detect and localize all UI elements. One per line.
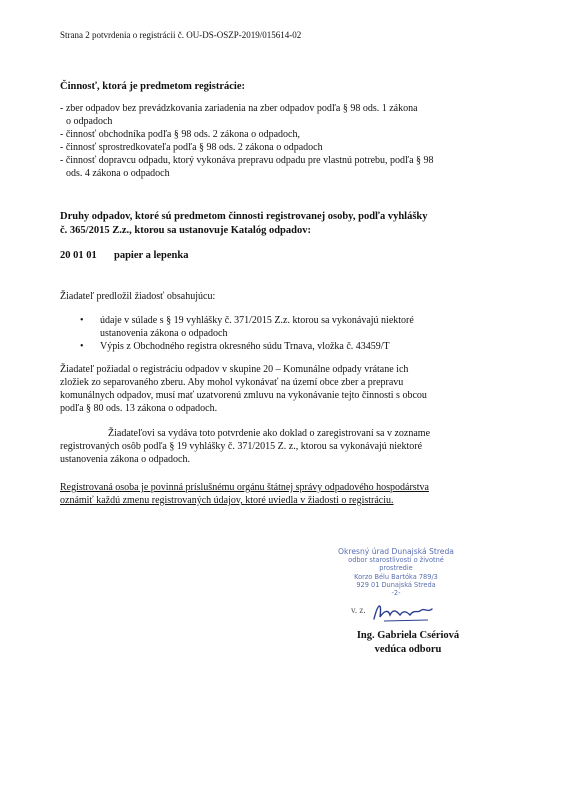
application-intro: Žiadateľ predložil žiadosť obsahujúcu: (60, 291, 216, 302)
paragraph2-line2: registrovaných osôb podľa § 19 vyhlášky č. 371/2015 Z. z., ktorou sa vykonávajú niektoré (60, 441, 423, 452)
bullet-dot-icon: • (80, 315, 84, 326)
application-bullet-2-line1: Výpis z Obchodného registra okresného súdu Trnava, vložka č. 43459/T (100, 341, 390, 352)
notice-line1: Registrovaná osoba je povinná príslušnému orgánu štátnej správy odpadového hospodárstva (60, 482, 429, 493)
paragraph1-line3: komunálnych odpadov, musí mať uzatvorenú zmluvu na vykonávanie tejto činnosti s obcou (60, 390, 427, 401)
stamp-line3: Korzo Bélu Bartóka 789/3 (354, 572, 438, 581)
application-bullet-1-line1: údaje v súlade s § 19 vyhlášky č. 371/2015 Z.z. ktorou sa vykonávajú niektoré (100, 315, 414, 326)
application-bullets (80, 314, 520, 353)
activity-item-2: - činnosť obchodníka podľa § 98 ods. 2 zákona o odpadoch, (60, 129, 300, 140)
paragraph1-line4: podľa § 80 ods. 13 zákona o odpadoch. (60, 403, 218, 414)
activity-item-1-cont: o odpadoch (66, 116, 113, 127)
waste-name: papier a lepenka (114, 250, 189, 261)
paragraph-confirmation (60, 427, 430, 466)
waste-code: 20 01 01 (60, 250, 97, 261)
paragraph-registration-request (60, 363, 427, 415)
bullet-dot-icon: • (80, 341, 84, 352)
paragraph1-line2: zložiek zo separovaného zberu. Aby mohol vykonávať na území obce zber a prepravu (60, 377, 404, 388)
signatory-title: vedúca odboru (374, 644, 442, 655)
activity-item-4-cont: ods. 4 zákona o odpadoch (66, 168, 170, 179)
activity-item-3: - činnosť sprostredkovateľa podľa § 98 ods. 2 zákona o odpadoch (60, 142, 323, 153)
activity-list (60, 102, 434, 180)
page-header: Strana 2 potvrdenia o registrácii č. OU-DS-OSZP-2019/015614-02 (60, 30, 302, 40)
stamp-line1: Okresný úrad Dunajská Streda (338, 547, 454, 556)
waste-types-heading (60, 210, 428, 238)
stamp-line2: odbor starostlivosti o životné prostredie (348, 556, 444, 573)
waste-types-heading-line2: č. 365/2015 Z.z., ktorou sa ustanovuje Katalóg odpadov: (60, 225, 311, 236)
paragraph2-line1: Žiadateľovi sa vydáva toto potvrdenie ako doklad o zaregistrovaní sa v zozname (108, 428, 431, 439)
application-bullet-1 (80, 314, 520, 340)
notice-text (60, 481, 429, 507)
office-stamp (331, 548, 461, 597)
stamp-line4: 929 01 Dunajská Streda (356, 580, 436, 589)
signatory-name: Ing. Gabriela Csériová (356, 630, 460, 641)
activity-item-4: - činnosť dopravcu odpadu, ktorý vykonáva prepravu odpadu pre vlastnú potrebu, podľa § 98 (60, 155, 434, 166)
stamp-line5: -2- (391, 589, 401, 598)
handwritten-signature-image (370, 597, 440, 627)
application-bullet-1-line2: ustanovenia zákona o odpadoch (100, 328, 228, 339)
paragraph1-line1: Žiadateľ požiadal o registráciu odpadov v skupine 20 – Komunálne odpady vrátane ich (60, 364, 409, 375)
handwritten-signature (370, 597, 440, 632)
activity-heading: Činnosť, ktorá je predmetom registrácie: (60, 81, 246, 92)
paragraph2-line3: ustanovenia zákona o odpadoch. (60, 454, 190, 465)
signature-prefix: v. z. (351, 605, 366, 615)
application-bullet-2 (80, 340, 520, 353)
activity-item-1: - zber odpadov bez prevádzkovania zariadenia na zber odpadov podľa § 98 ods. 1 zákona (60, 103, 418, 114)
notice-line2: oznámiť každú zmenu registrovaných údajov, ktoré uviedla v žiadosti o registráciu. (60, 495, 394, 506)
signatory (338, 629, 478, 657)
waste-types-heading-line1: Druhy odpadov, ktoré sú predmetom činnosti registrovanej osoby, podľa vyhlášky (60, 211, 428, 222)
